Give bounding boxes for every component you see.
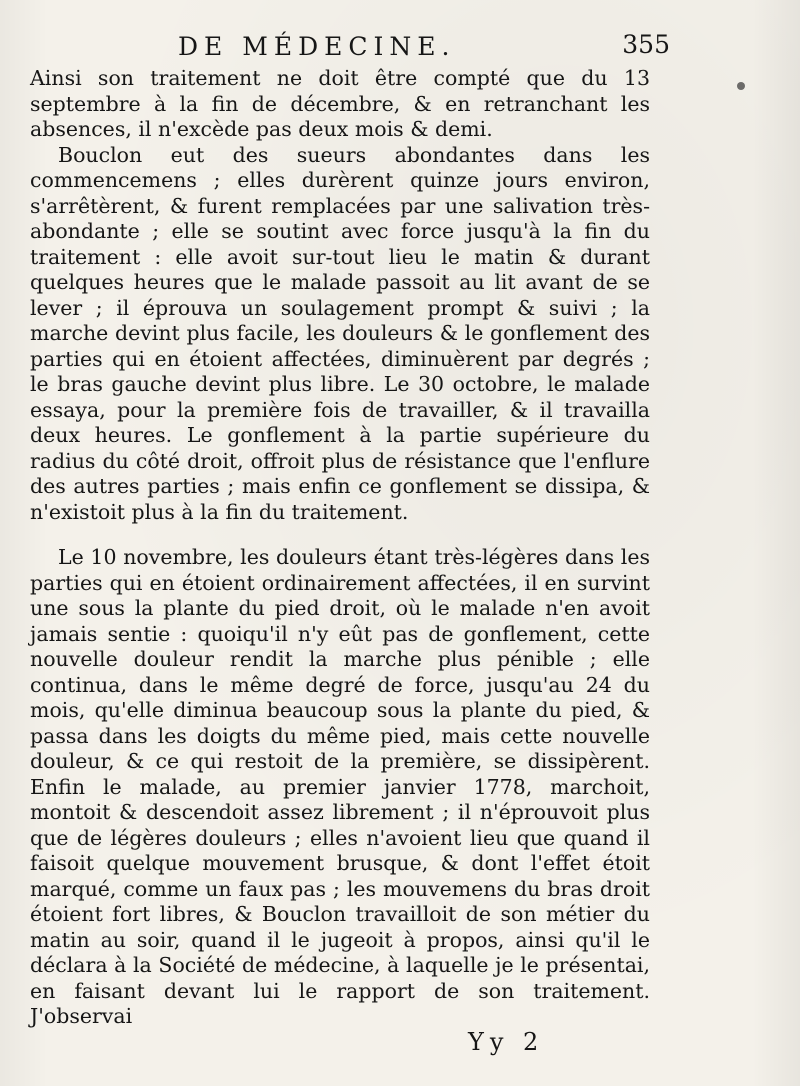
ink-spot	[737, 82, 745, 90]
paragraph-2: Bouclon eut des sueurs abondantes dans les commencemens ; elles durèrent quinze jours environ, s'arrêtèrent, & furent remplacées par une salivation très-abondante ; elle se soutint avec force jusqu'à la fin du traitement : elle avoit sur-tout lieu le matin & durant quelques heures que le malade passoit au lit avant de se lever ; il éprouva un soulagement prompt & suivi ; la marche devint plus facile, les douleurs & le gonflement des parties qui en étoient affectées, diminuèrent par degrés ; le bras gauche devint plus libre. Le 30 octobre, le malade essaya, pour la première fois de travailler, & il travailla deux heures. Le gonflement à la partie supérieure du radius du côté droit, offroit plus de résistance que l'enflure des autres parties ; mais enfin ce gonflement se dissipa, & n'existoit plus à la fin du traitement.	[30, 142, 650, 524]
printer-signature-mark: Yy 2	[468, 1028, 545, 1056]
paragraph-3: Le 10 novembre, les douleurs étant très-légères dans les parties qui en étoient ordinairement affectées, il en survint une sous la plante du pied droit, où le malade n'en avoit jamais sentie : quoiqu'il n'y eût pas de gonflement, cette nouvelle douleur rendit la marche plus pénible ; elle continua, dans le même degré de force, jusqu'au 24 du mois, qu'elle diminua beaucoup sous la plante du pied, & passa dans les doigts du même pied, mais cette nouvelle douleur, & ce qui restoit de la première, se dissipèrent. Enfin le malade, au premier janvier 1778, marchoit, montoit & descendoit assez librement ; il n'éprouvoit plus que de légères douleurs ; elles n'avoient lieu que quand il faisoit quelque mouvement brusque, & dont l'effet étoit marqué, comme un faux pas ; les mouvemens du bras droit étoient fort libres, & Bouclon travailloit de son métier du matin au soir, quand il le jugeoit à propos, ainsi qu'il le déclara à la Société de médecine, à laquelle je le présentai, en faisant devant lui le rapport de son traitement. J'observai	[30, 545, 650, 1028]
running-head: DE MÉDECINE.	[178, 32, 456, 61]
page-header	[30, 30, 670, 64]
page-number: 355	[622, 30, 670, 59]
paragraph-1: Ainsi son traitement ne doit être compté que du 13 septembre à la fin de décembre, & en retranchant les absences, il n'excède pas deux mois & demi.	[30, 66, 650, 141]
body-text	[30, 66, 650, 1030]
